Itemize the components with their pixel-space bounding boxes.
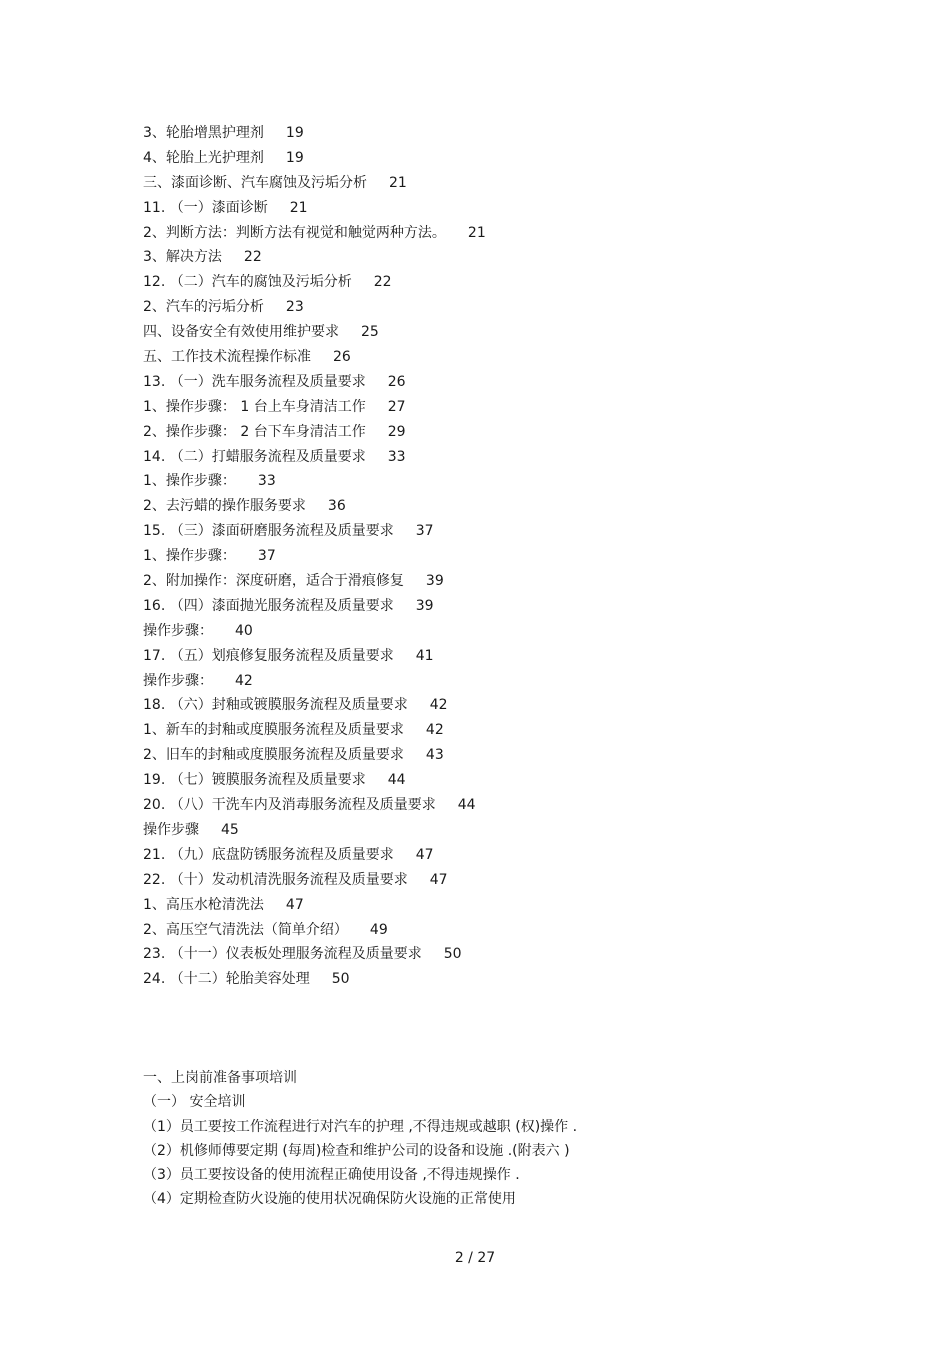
toc-entry[interactable] — [143, 445, 703, 470]
toc-entry-page: 43 — [425, 747, 444, 764]
toc-entry-page: 37 — [257, 548, 276, 565]
toc-entry-title: 操作步骤： — [143, 672, 213, 689]
body-paragraph: （2）机修师傅要定期 (每周)检查和维护公司的设备和设施 .(附表六 ) — [143, 1142, 570, 1159]
toc-entry-title: 3、轮胎增黑护理剂 — [143, 125, 264, 141]
toc-entry-page: 19 — [285, 125, 304, 141]
toc-entry[interactable] — [143, 718, 703, 743]
subsection-heading: （一） 安全培训 — [143, 1094, 246, 1111]
toc-entry-page: 23 — [285, 299, 304, 316]
toc-entry[interactable] — [143, 320, 703, 345]
body-section — [143, 1066, 783, 1212]
toc-entry[interactable] — [143, 669, 703, 694]
toc-entry-page: 37 — [415, 523, 434, 540]
toc-entry-page: 42 — [425, 722, 444, 739]
toc-entry-title: 17. （五）划痕修复服务流程及质量要求 — [143, 647, 394, 664]
toc-entry[interactable] — [143, 469, 703, 494]
toc-entry-title: 22. （十）发动机清洗服务流程及质量要求 — [143, 871, 408, 888]
toc-entry-title: 16. （四）漆面抛光服务流程及质量要求 — [143, 597, 394, 614]
toc-entry[interactable] — [143, 494, 703, 519]
page-number: 2 / 27 — [454, 1250, 496, 1266]
toc-entry-title: 4、轮胎上光护理剂 — [143, 149, 264, 166]
toc-entry-page: 26 — [333, 349, 351, 366]
toc-entry-title: 1、高压水枪清洗法 — [143, 896, 264, 913]
toc-entry-title: 23. （十一）仪表板处理服务流程及质量要求 — [143, 946, 422, 963]
toc-entry-title: 2、判断方法：判断方法有视觉和触觉两种方法。 — [143, 224, 446, 241]
toc-entry-page: 44 — [457, 797, 476, 814]
toc-entry[interactable] — [143, 121, 703, 146]
toc-entry[interactable] — [143, 295, 703, 320]
toc-entry-title: 2、操作步骤： 2 台下车身清洁工作 — [143, 423, 366, 440]
toc-entry-title: 2、汽车的污垢分析 — [143, 299, 264, 316]
toc-entry[interactable] — [143, 768, 703, 793]
toc-entry[interactable] — [143, 544, 703, 569]
toc-entry[interactable] — [143, 370, 703, 395]
toc-entry-page: 39 — [415, 597, 434, 614]
toc-entry-page: 41 — [415, 647, 434, 664]
toc-entry-title: 操作步骤： — [143, 622, 213, 639]
toc-entry-title: 2、高压空气清洗法（简单介绍） — [143, 921, 348, 938]
toc-entry-page: 22 — [373, 274, 392, 291]
toc-entry[interactable] — [143, 221, 703, 246]
toc-entry-page: 50 — [331, 971, 350, 988]
toc-entry[interactable] — [143, 619, 703, 644]
toc-entry-title: 1、新车的封釉或度膜服务流程及质量要求 — [143, 722, 404, 739]
toc-entry[interactable] — [143, 569, 703, 594]
toc-entry-title: 操作步骤 — [143, 821, 199, 838]
toc-entry-title: 21. （九）底盘防锈服务流程及质量要求 — [143, 846, 394, 863]
toc-entry-title: 19. （七）镀膜服务流程及质量要求 — [143, 772, 366, 789]
section-heading: 一、上岗前准备事项培训 — [143, 1070, 297, 1086]
toc-entry-title: 1、操作步骤： 1 台上车身清洁工作 — [143, 398, 366, 415]
toc-entry-page: 39 — [425, 573, 444, 590]
toc-entry[interactable] — [143, 743, 703, 768]
toc-entry[interactable] — [143, 270, 703, 295]
toc-entry-title: 24. （十二）轮胎美容处理 — [143, 971, 310, 988]
toc-entry-title: 三、漆面诊断、汽车腐蚀及污垢分析 — [143, 174, 367, 191]
toc-entry-title: 2、附加操作：深度研磨，适合于滑痕修复 — [143, 573, 404, 590]
body-paragraph: （3）员工要按设备的使用流程正确使用设备 ,不得违规操作 . — [143, 1167, 520, 1184]
toc-entry-title: 2、旧车的封釉或度膜服务流程及质量要求 — [143, 747, 404, 764]
toc-entry-title: 18. （六）封釉或镀膜服务流程及质量要求 — [143, 697, 408, 714]
toc-entry[interactable] — [143, 918, 703, 943]
toc-entry[interactable] — [143, 644, 703, 669]
toc-entry-page: 33 — [257, 473, 276, 490]
toc-entry[interactable] — [143, 519, 703, 544]
toc-entry[interactable] — [143, 818, 703, 843]
toc-entry[interactable] — [143, 793, 703, 818]
toc-entry-title: 20. （八）干洗车内及消毒服务流程及质量要求 — [143, 797, 436, 814]
toc-entry[interactable] — [143, 171, 703, 196]
toc-entry[interactable] — [143, 967, 703, 992]
toc-entry-page: 47 — [429, 871, 448, 888]
toc-entry[interactable] — [143, 594, 703, 619]
toc-entry-title: 1、操作步骤： — [143, 473, 236, 490]
toc-entry[interactable] — [143, 345, 703, 370]
toc-entry[interactable] — [143, 420, 703, 445]
toc-entry-page: 33 — [387, 448, 406, 465]
toc-entry-page: 42 — [429, 697, 448, 714]
toc-entry-title: 3、解决方法 — [143, 249, 222, 266]
toc-entry-page: 47 — [415, 846, 434, 863]
toc-entry[interactable] — [143, 868, 703, 893]
body-paragraph: （1）员工要按工作流程进行对汽车的护理 ,不得违规或越职 (权)操作 . — [143, 1118, 578, 1135]
toc-entry[interactable] — [143, 843, 703, 868]
toc-entry-title: 15. （三）漆面研磨服务流程及质量要求 — [143, 523, 394, 540]
toc-entry-page: 21 — [289, 199, 308, 216]
toc-entry-title: 12. （二）汽车的腐蚀及污垢分析 — [143, 274, 352, 291]
toc-entry-page: 19 — [285, 149, 304, 166]
toc-entry[interactable] — [143, 196, 703, 221]
toc-entry-page: 44 — [387, 772, 406, 789]
toc-entry-page: 21 — [467, 224, 486, 241]
toc-entry-page: 27 — [387, 398, 406, 415]
toc-entry-page: 21 — [389, 174, 407, 191]
toc-entry-page: 45 — [221, 821, 239, 838]
toc-entry-title: 13. （一）洗车服务流程及质量要求 — [143, 373, 366, 390]
table-of-contents — [143, 121, 703, 992]
toc-entry-title: 1、操作步骤： — [143, 548, 236, 565]
body-paragraph: （4）定期检查防火设施的使用状况确保防火设施的正常使用 — [143, 1191, 516, 1208]
toc-entry-page: 36 — [327, 498, 346, 515]
toc-entry-page: 42 — [235, 672, 253, 689]
toc-entry[interactable] — [143, 245, 703, 270]
toc-entry[interactable] — [143, 893, 703, 918]
toc-entry-page: 49 — [369, 921, 388, 938]
toc-entry-page: 26 — [387, 373, 406, 390]
toc-entry-title: 2、去污蜡的操作服务要求 — [143, 498, 306, 515]
toc-entry-title: 五、工作技术流程操作标准 — [143, 349, 311, 366]
toc-entry-page: 22 — [243, 249, 262, 266]
toc-entry[interactable] — [143, 395, 703, 420]
toc-entry-title: 四、设备安全有效使用维护要求 — [143, 324, 339, 341]
toc-entry-page: 40 — [235, 622, 253, 639]
toc-entry-page: 47 — [285, 896, 304, 913]
toc-entry-title: 14. （二）打蜡服务流程及质量要求 — [143, 448, 366, 465]
toc-entry-page: 29 — [387, 423, 406, 440]
toc-entry-page: 50 — [443, 946, 462, 963]
toc-entry[interactable] — [143, 146, 703, 171]
toc-entry[interactable] — [143, 942, 703, 967]
toc-entry[interactable] — [143, 693, 703, 718]
toc-entry-title: 11. （一）漆面诊断 — [143, 199, 268, 216]
toc-entry-page: 25 — [361, 324, 379, 341]
